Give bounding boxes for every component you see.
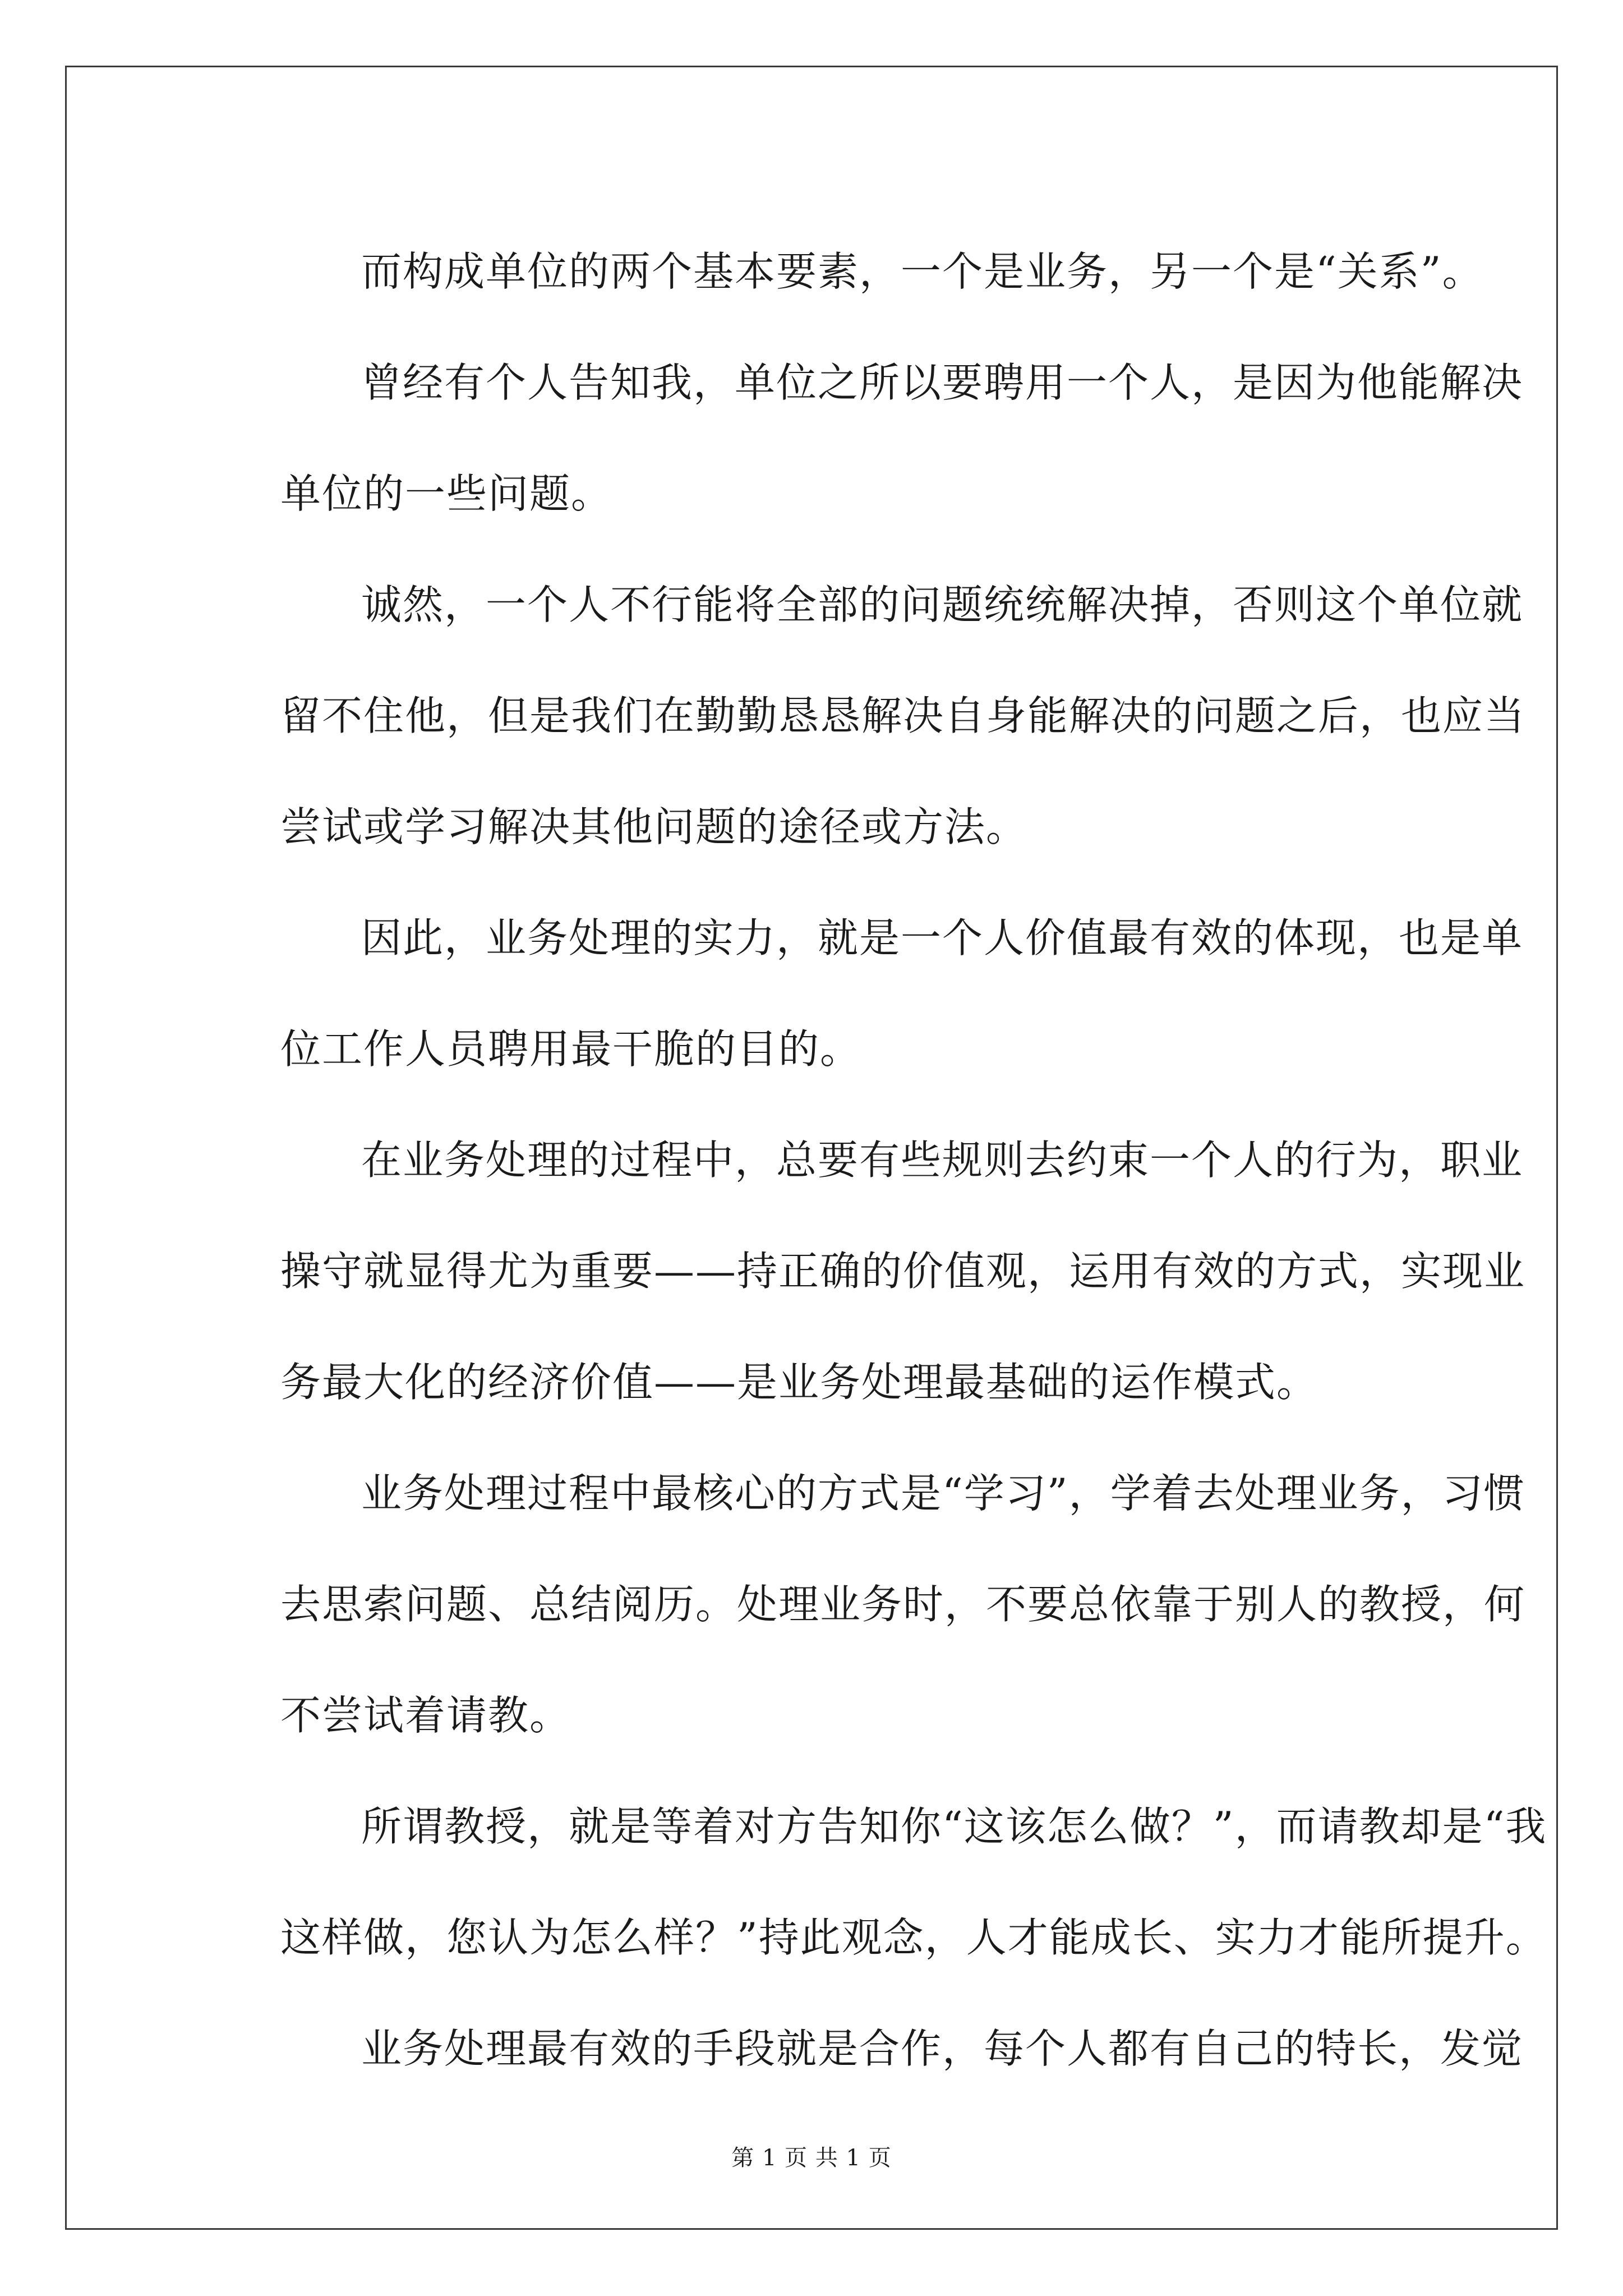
paragraph — [200, 549, 1526, 882]
text-line: 留不住他，但是我们在勤勤恳恳解决自身能解决的问题之后，也应当 — [280, 692, 1526, 739]
page-number-footer: 第 1 页 共 1 页 — [731, 2145, 892, 2171]
paragraph — [200, 1105, 1526, 1438]
paragraph — [200, 1438, 1526, 1771]
text-line: 不尝试着请教。 — [280, 1692, 571, 1739]
text-line: 单位的一些问题。 — [280, 470, 613, 517]
text-line: 所谓教授，就是等着对方告知你“这该怎么做？”，而请教却是“我 — [361, 1803, 1547, 1850]
text-line: 这样做，您认为怎么样？”持此观念，人才能成长、实力才能所提升。 — [280, 1914, 1547, 1961]
document-body — [200, 216, 1547, 2104]
text-line: 尝试或学习解决其他问题的途径或方法。 — [280, 803, 1028, 850]
text-line: 务最大化的经济价值——是业务处理最基础的运作模式。 — [280, 1359, 1318, 1406]
text-line: 在业务处理的过程中，总要有些规则去约束一个人的行为，职业 — [361, 1137, 1524, 1184]
text-line: 因此，业务处理的实力，就是一个人价值最有效的体现，也是单 — [361, 914, 1524, 961]
text-line: 而构成单位的两个基本要素，一个是业务，另一个是“关系”。 — [361, 248, 1484, 295]
text-line: 位工作人员聘用最干脆的目的。 — [280, 1025, 862, 1073]
text-line: 业务处理过程中最核心的方式是“学习”，学着去处理业务，习惯 — [361, 1470, 1525, 1517]
paragraph — [200, 882, 1524, 1105]
text-line: 诚然，一个人不行能将全部的问题统统解决掉，否则这个单位就 — [361, 581, 1524, 628]
paragraph — [200, 1771, 1547, 1993]
paragraph — [200, 1993, 1524, 2104]
text-line: 业务处理最有效的手段就是合作，每个人都有自己的特长，发觉 — [361, 2025, 1524, 2072]
text-line: 操守就显得尤为重要——持正确的价值观，运用有效的方式，实现业 — [280, 1248, 1526, 1295]
paragraph — [200, 327, 1524, 549]
text-line: 去思索问题、总结阅历。处理业务时，不要总依靠于别人的教授，何 — [280, 1581, 1526, 1628]
paragraph — [200, 216, 1484, 327]
text-line: 曾经有个人告知我，单位之所以要聘用一个人，是因为他能解决 — [361, 359, 1524, 406]
